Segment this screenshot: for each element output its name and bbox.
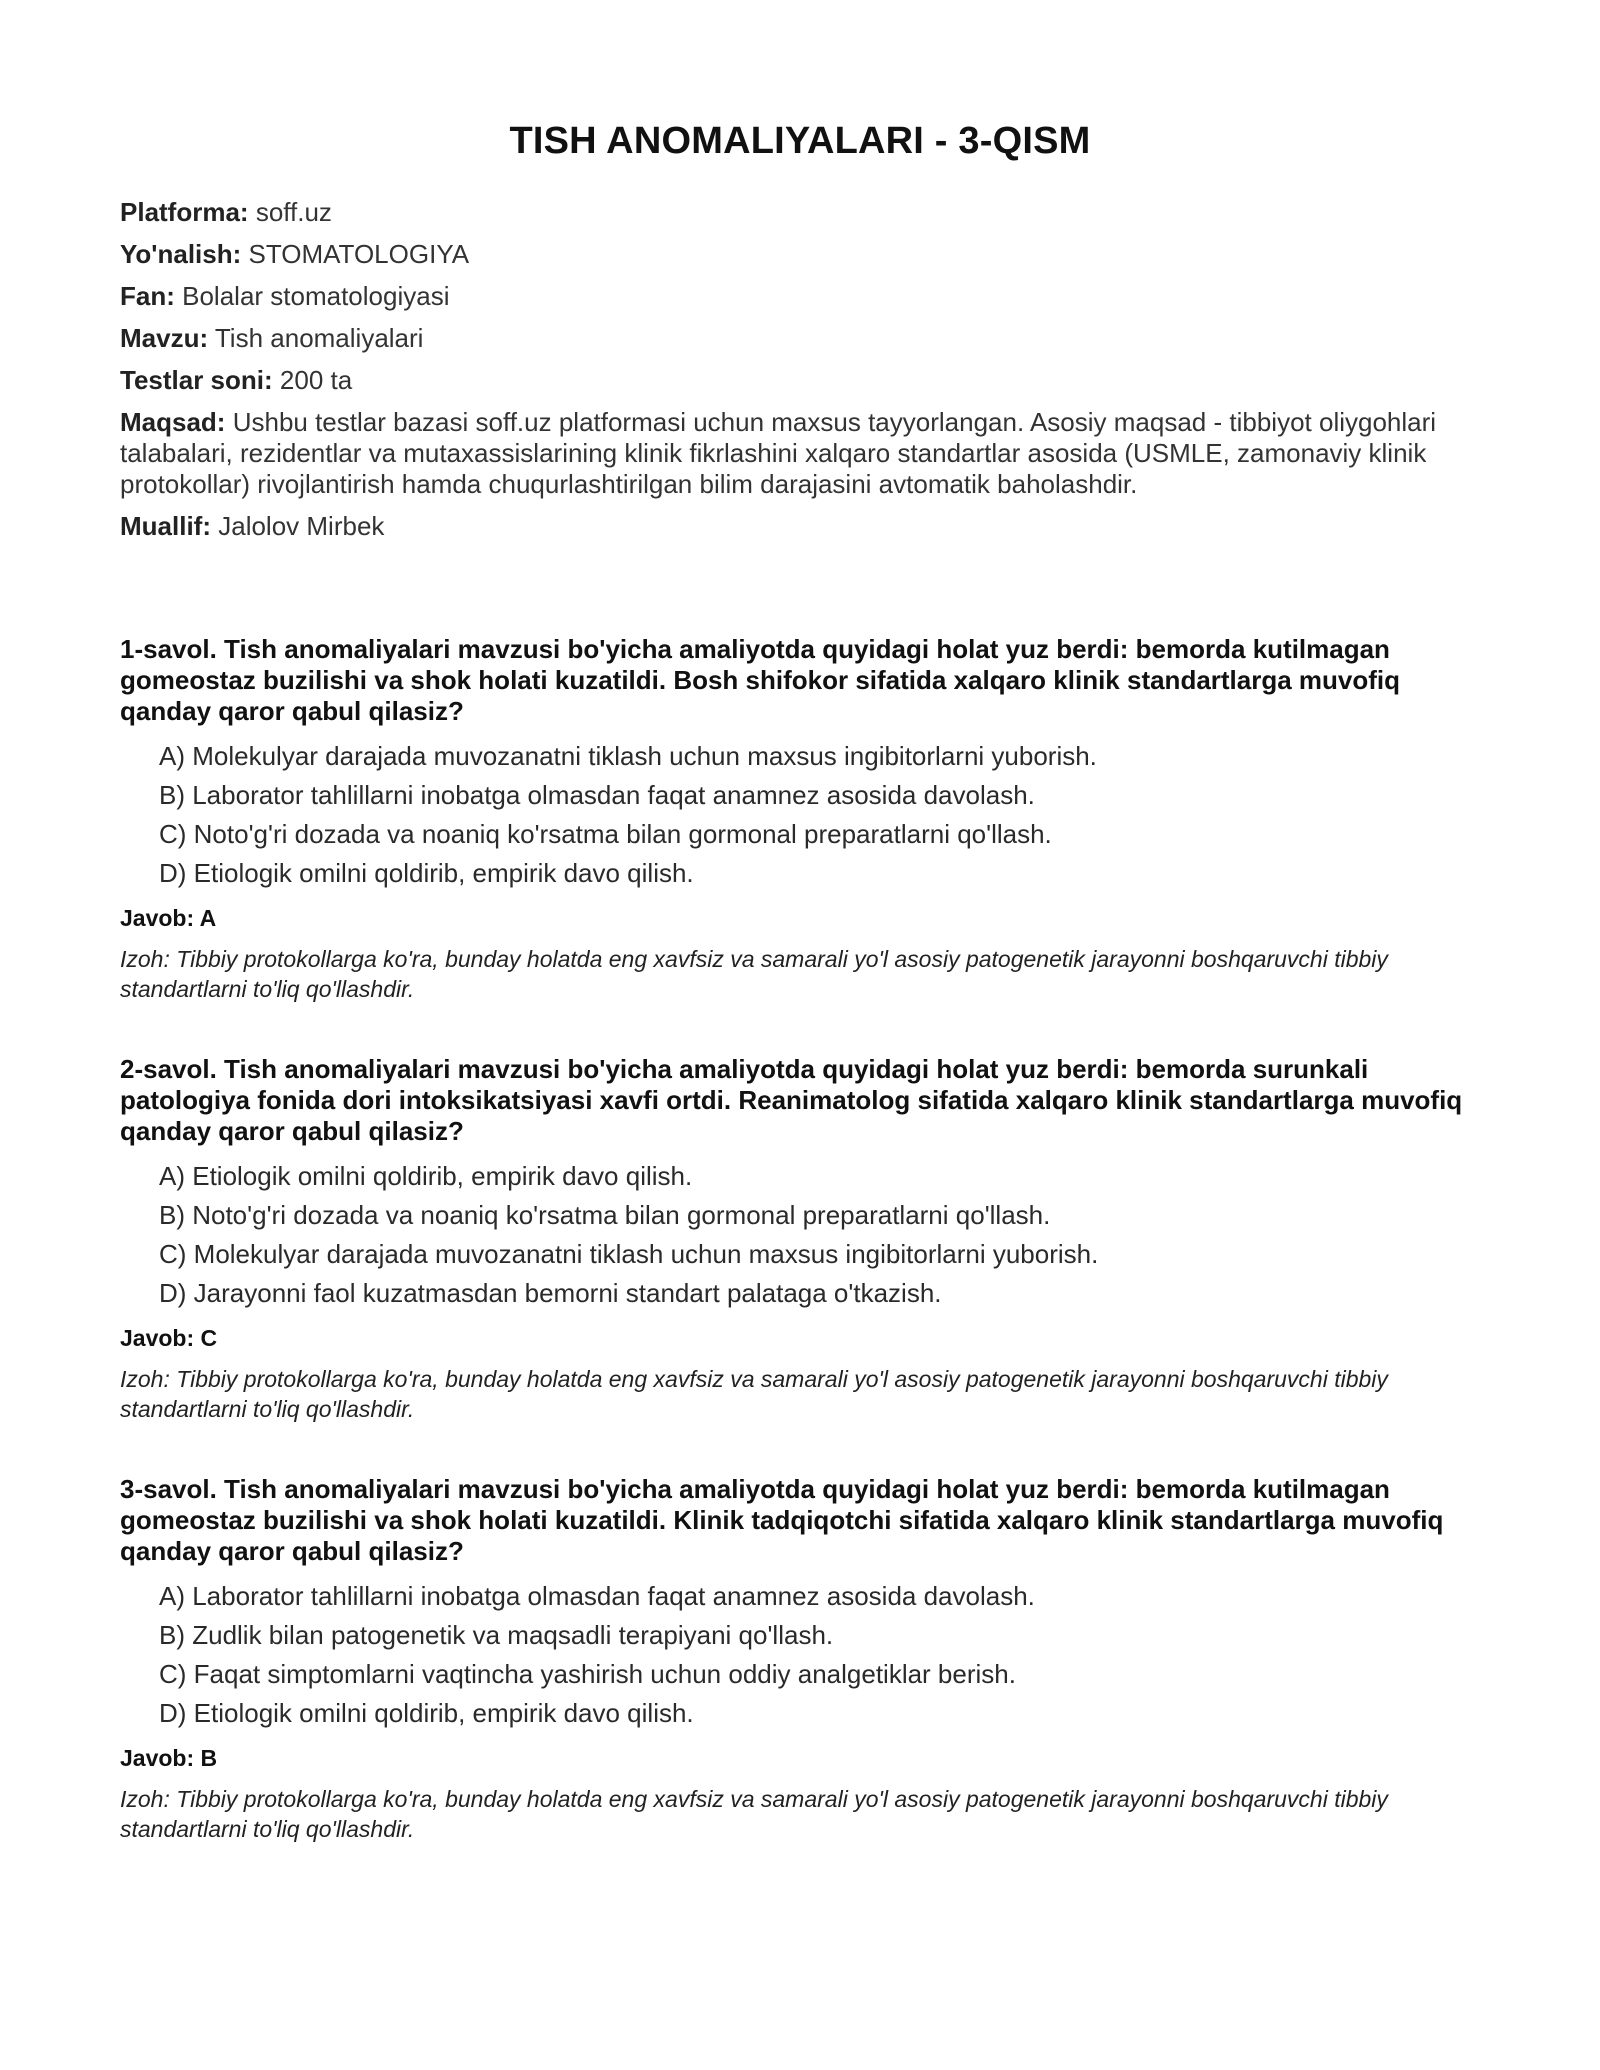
meta-value: Ushbu testlar bazasi soff.uz platformasi uchun maxsus tayyorlangan. Asosiy maqsad - tibbiyot oliygohlari talabalari, rezidentlar va mutaxassislarining klinik fikrlashini xalqaro standartlar asosida (USMLE, zamonaviy klinik protokollar) rivojlantirish hamda chuqurlashtirilgan bilim darajasini avtomatik baholashdir. — [120, 407, 1437, 499]
meta-key: Yo'nalish: — [120, 239, 242, 269]
meta-purpose — [120, 407, 1480, 500]
option-c: C) Faqat simptomlarni vaqtincha yashirish uchun oddiy analgetiklar berish. — [159, 1659, 1016, 1689]
option-b: B) Zudlik bilan patogenetik va maqsadli terapiyani qo'llash. — [159, 1620, 834, 1650]
question-block-3 — [120, 1474, 1480, 1844]
question-text: 2-savol. Tish anomaliyalari mavzusi bo'yicha amaliyotda quyidagi holat yuz berdi: bemorda surunkali patologiya fonida dori intoksikatsiyasi xavfi ortdi. Reanimatolog sifatida xalqaro klinik standartlarga muvofiq qanday qaror qabul qilasiz? — [120, 1054, 1463, 1146]
answer-options — [120, 1161, 1480, 1309]
document-title: TISH ANOMALIYALARI - 3-QISM — [509, 120, 1091, 162]
meta-value: Jalolov Mirbek — [218, 511, 385, 541]
answer-key: Javob: C — [120, 1325, 218, 1351]
meta-value: Bolalar stomatologiyasi — [182, 281, 450, 311]
meta-value: STOMATOLOGIYA — [248, 239, 470, 269]
meta-author — [120, 511, 1480, 542]
option-d: D) Jarayonni faol kuzatmasdan bemorni standart palataga o'tkazish. — [159, 1278, 942, 1308]
meta-key: Fan: — [120, 281, 175, 311]
meta-value: soff.uz — [255, 197, 332, 227]
answer-options — [120, 1581, 1480, 1729]
question-block-1 — [120, 634, 1480, 1004]
meta-key: Muallif: — [120, 511, 211, 541]
answer-options — [120, 741, 1480, 889]
meta-key: Testlar soni: — [120, 365, 273, 395]
option-b: B) Noto'g'ri dozada va noaniq ko'rsatma bilan gormonal preparatlarni qo'llash. — [159, 1200, 1051, 1230]
meta-test-count — [120, 365, 1480, 396]
option-a: A) Molekulyar darajada muvozanatni tiklash uchun maxsus ingibitorlarni yuborish. — [159, 741, 1097, 771]
explanation-note: Izoh: Tibbiy protokollarga ko'ra, bunday holatda eng xavfsiz va samarali yo'l asosiy patogenetik jarayonni boshqaruvchi tibbiy standartlarni to'liq qo'llashdir. — [120, 1366, 1388, 1422]
meta-subject — [120, 281, 1480, 312]
meta-key: Mavzu: — [120, 323, 209, 353]
option-d: D) Etiologik omilni qoldirib, empirik davo qilish. — [159, 1698, 694, 1728]
meta-key: Platforma: — [120, 197, 249, 227]
question-block-2 — [120, 1054, 1480, 1424]
meta-key: Maqsad: — [120, 407, 226, 437]
meta-platform — [120, 197, 1480, 228]
option-c: C) Molekulyar darajada muvozanatni tiklash uchun maxsus ingibitorlarni yuborish. — [159, 1239, 1099, 1269]
explanation-note: Izoh: Tibbiy protokollarga ko'ra, bunday holatda eng xavfsiz va samarali yo'l asosiy patogenetik jarayonni boshqaruvchi tibbiy standartlarni to'liq qo'llashdir. — [120, 946, 1388, 1002]
option-c: C) Noto'g'ri dozada va noaniq ko'rsatma bilan gormonal preparatlarni qo'llash. — [159, 819, 1052, 849]
option-a: A) Laborator tahlillarni inobatga olmasdan faqat anamnez asosida davolash. — [159, 1581, 1035, 1611]
question-text: 1-savol. Tish anomaliyalari mavzusi bo'yicha amaliyotda quyidagi holat yuz berdi: bemorda kutilmagan gomeostaz buzilishi va shok holati kuzatildi. Bosh shifokor sifatida xalqaro klinik standartlarga muvofiq qanday qaror qabul qilasiz? — [120, 634, 1401, 726]
meta-direction — [120, 239, 1480, 270]
metadata-block — [120, 197, 1480, 542]
option-d: D) Etiologik omilni qoldirib, empirik davo qilish. — [159, 858, 694, 888]
explanation-note: Izoh: Tibbiy protokollarga ko'ra, bunday holatda eng xavfsiz va samarali yo'l asosiy patogenetik jarayonni boshqaruvchi tibbiy standartlarni to'liq qo'llashdir. — [120, 1786, 1388, 1842]
meta-topic — [120, 323, 1480, 354]
question-text: 3-savol. Tish anomaliyalari mavzusi bo'yicha amaliyotda quyidagi holat yuz berdi: bemorda kutilmagan gomeostaz buzilishi va shok holati kuzatildi. Klinik tadqiqotchi sifatida xalqaro klinik standartlarga muvofiq qanday qaror qabul qilasiz? — [120, 1474, 1444, 1566]
questions-list — [120, 634, 1480, 1844]
meta-value: 200 ta — [279, 365, 353, 395]
meta-value: Tish anomaliyalari — [214, 323, 424, 353]
option-b: B) Laborator tahlillarni inobatga olmasdan faqat anamnez asosida davolash. — [159, 780, 1035, 810]
answer-key: Javob: A — [120, 905, 217, 931]
answer-key: Javob: B — [120, 1745, 218, 1771]
option-a: A) Etiologik omilni qoldirib, empirik davo qilish. — [159, 1161, 693, 1191]
